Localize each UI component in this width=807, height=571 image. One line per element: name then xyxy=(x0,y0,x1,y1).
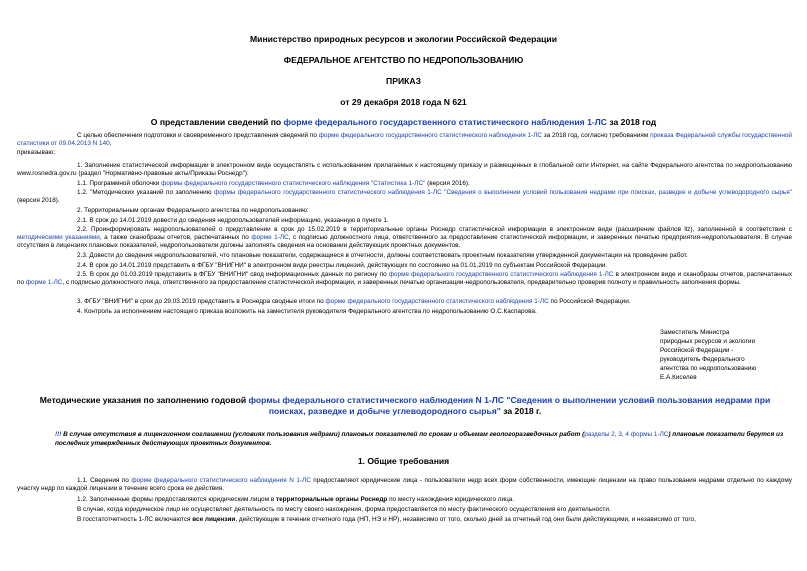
intro-form-link[interactable]: форме федерального государственного статистического наблюдения 1-ЛС xyxy=(318,132,543,139)
signature-line: природных ресурсов и экологии xyxy=(660,338,756,346)
title-suffix: за 2018 год xyxy=(606,117,657,127)
signature-line: агентства по недропользованию xyxy=(660,365,757,373)
item-3-suffix: по Российской Федерации. xyxy=(548,298,631,305)
methodical-title xyxy=(30,395,780,417)
item-1-2 xyxy=(17,189,792,205)
item-2-5-text: 2.5. В срок до 01.03.2019 представить в ФГБУ "ВНИГНИ" свод информационных данных по региону по xyxy=(77,271,389,278)
section-1-item-2 xyxy=(17,496,792,504)
signature-line: Российской Федерации - xyxy=(660,347,734,355)
item-1-1-link[interactable]: формы федерального государственного статистического наблюдения "Статистика 1-ЛС" xyxy=(161,180,426,187)
item-2-2-text: 2.2. Проинформировать недропользователей о представлении в срок до 15.02.2019 в территориальные органы Роснедр статистической информации в электронном виде (расширение файлов llz), заполненной в соответствии с xyxy=(77,226,792,233)
item-1: 1. Заполнение статистической информации в электронном виде осуществлять с использованием прилагаемых к настоящему приказу и размещенных в глобальной сети Интернет, на сайте Федерального агентства по недропользованию www.rosnedra.gov.ru (раздел "Нормативно-правовые акты/Приказы Роснедр"): xyxy=(17,162,792,178)
item-3-form-link[interactable]: форме федерального государственного статистического наблюдения 1-ЛС xyxy=(325,298,549,305)
s1-4-bold: все лицензии xyxy=(192,516,236,523)
item-1-2-suffix: (версия 2018). xyxy=(17,197,60,205)
item-1-2-text: 1.2. "Методических указаний по заполнению xyxy=(77,189,214,196)
methodical-instructions-link[interactable]: методическими указаниями xyxy=(17,234,100,242)
signature-line: Заместитель Министра xyxy=(660,329,730,336)
item-2-2-text-b: , а также сканобразы отчетов, распечатанных по xyxy=(99,234,252,242)
form-1ls-link[interactable]: форме 1-ЛС xyxy=(251,234,289,242)
intro-rosstat-order-link[interactable]: приказа Федеральной службы государственной статистики от 09.04.2013 N 140 xyxy=(17,132,793,148)
note-exclamation: !!! xyxy=(55,431,62,438)
note-text-b: ) плановые показатели берутся из последних утвержденных действующих проектных документов. xyxy=(55,431,784,447)
intro-text-2: за 2018 год, согласно требованиям xyxy=(542,132,651,139)
title-prefix: О представлении сведений по xyxy=(150,117,284,127)
item-3-text: 3. ФГБУ "ВНИГНИ" в срок до 29.03.2019 представить в Роснедра сводные итоги по xyxy=(77,298,326,305)
intro-text-1: С целью обеспечения подготовки и своевременного представления сведений по xyxy=(77,132,319,139)
s1-1-form-link[interactable]: форме федерального статистического наблюдения N 1-ЛС xyxy=(131,477,311,484)
intro-paragraph xyxy=(17,132,792,148)
document-type: ПРИКАЗ xyxy=(386,76,421,86)
item-4: 4. Контроль за исполнением настоящего приказа возложить на заместителя руководителя Федерального агентства по недропользованию О.С.Каспарова. xyxy=(77,308,537,315)
document-title xyxy=(0,117,807,128)
document-date-number: от 29 декабря 2018 года N 621 xyxy=(340,97,467,107)
item-2-3: 2.3. Довести до сведения недропользователей, что плановые показатели, содержащиеся в отчетности, должны соответствовать проектным показателям утвержденной документации на проведение работ. xyxy=(77,252,688,259)
item-2-2-text-c: , с подписью должностного лица, ответственного за предоставление статистической информации, и заверенных печатью предприятия-недропользователя. В случае отсутствия в лицензиях плановых показателей, недропользователи должны заполнять сведения на основании действующих проектных документов. xyxy=(17,234,792,250)
item-1-1-text: 1.1. Программной оболочки xyxy=(77,180,162,187)
item-2: 2. Территориальным органам Федерального агентства по недропользованию: xyxy=(77,207,309,214)
item-2-5-form-1ls-link[interactable]: форме 1-ЛС xyxy=(25,279,63,287)
item-2-2 xyxy=(17,226,792,251)
signature-name: Е.А.Киселев xyxy=(660,374,697,382)
s1-1-text: 1.1. Сведения по xyxy=(77,477,132,484)
item-2-1: 2.1. В срок до 14.01.2019 довести до сведения недропользователей информацию, указанную в пункте 1. xyxy=(77,217,389,224)
item-2-5 xyxy=(17,271,792,287)
item-2-5-text-c: , с подписью должностного лица, ответственного за предоставление статистической информации, и заверенных печатью организации-недропользователя, предварительно проверив полноту и правильность заполнения формы. xyxy=(62,279,741,287)
section-1-item-1 xyxy=(17,477,792,493)
s1-2-bold: территориальные органы Роснедр xyxy=(275,496,388,503)
note-text: В случае отсутствия в лицензионном соглашении (условиях пользования недрами) плановых показателей по срокам и объемам геологоразведочных работ ( xyxy=(61,431,585,438)
s1-2-text: 1.2. Заполненные формы предоставляются юридическим лицом в xyxy=(77,496,276,503)
s1-1-text-b: предоставляют юридические лица - пользователи недр всех форм собственности, имеющие лицензии на право пользования недрами отдельно по каждому участку недр по каждой лицензии в течение всего срока ее действия. xyxy=(17,477,792,493)
title-form-link[interactable]: форме федерального государственного статистического наблюдения 1-ЛС xyxy=(283,117,607,127)
ministry-name: Министерство природных ресурсов и экологии Российской Федерации xyxy=(250,34,557,44)
section-1-item-4 xyxy=(17,516,792,524)
methodical-title-suffix: за 2018 г. xyxy=(500,406,542,416)
s1-4-text: В госстатотчетность 1-ЛС включаются xyxy=(77,516,193,523)
order-word: приказываю: xyxy=(17,149,55,156)
item-3 xyxy=(17,298,792,306)
note-sections-link[interactable]: разделы 2, 3, 4 формы 1-ЛС xyxy=(584,431,669,438)
s1-2-suffix: по месту нахождения юридического лица. xyxy=(387,496,515,503)
section-1-item-3: В случае, когда юридическое лицо не осуществляет деятельность по месту своего нахождения, форма предоставляется по месту фактического осуществления его деятельности. xyxy=(77,506,611,513)
section-1-heading: 1. Общие требования xyxy=(357,456,450,466)
item-2-5-form-link[interactable]: форме федерального государственного статистического наблюдения 1-ЛС xyxy=(388,271,614,278)
item-1-2-link[interactable]: формы федерального государственного статистического наблюдения 1-ЛС "Сведения о выполнении условий пользования недрами при поисках, разведке и добыче углеводородного сырья" xyxy=(213,189,792,196)
methodical-title-form-link[interactable]: формы федерального статистического наблюдения N 1-ЛС "Сведения о выполнении условий пользования недрами при поисках, разведке и добыче углеводородного сырья" xyxy=(248,395,771,416)
item-1-1 xyxy=(17,180,792,188)
item-1-1-suffix: (версия 2016). xyxy=(425,180,470,187)
item-2-4: 2.4. В срок до 14.01.2019 представить в ФГБУ "ВНИГНИ" в электронном виде реестры лицензий, действующих по состоянию на 01.01.2019 по субъектам Российской Федерации. xyxy=(77,262,608,269)
item-2-5-text-b: в электронном виде и сканобразы отчетов, распечатанных по xyxy=(17,271,793,287)
signature-block xyxy=(660,328,800,383)
intro-text-3: , xyxy=(109,140,112,148)
signature-line: руководитель Федерального xyxy=(660,356,745,364)
methodical-title-text: Методические указания по заполнению годовой xyxy=(39,395,249,405)
s1-4-suffix: , действующие в течение отчетного года (НП, НЭ и НР), независимо от того, сколько дней за отчетный год они были действующими, и независимо от того, xyxy=(235,516,696,523)
agency-name: ФЕДЕРАЛЬНОЕ АГЕНТСТВО ПО НЕДРОПОЛЬЗОВАНИЮ xyxy=(283,55,524,65)
methodical-note xyxy=(55,431,795,448)
